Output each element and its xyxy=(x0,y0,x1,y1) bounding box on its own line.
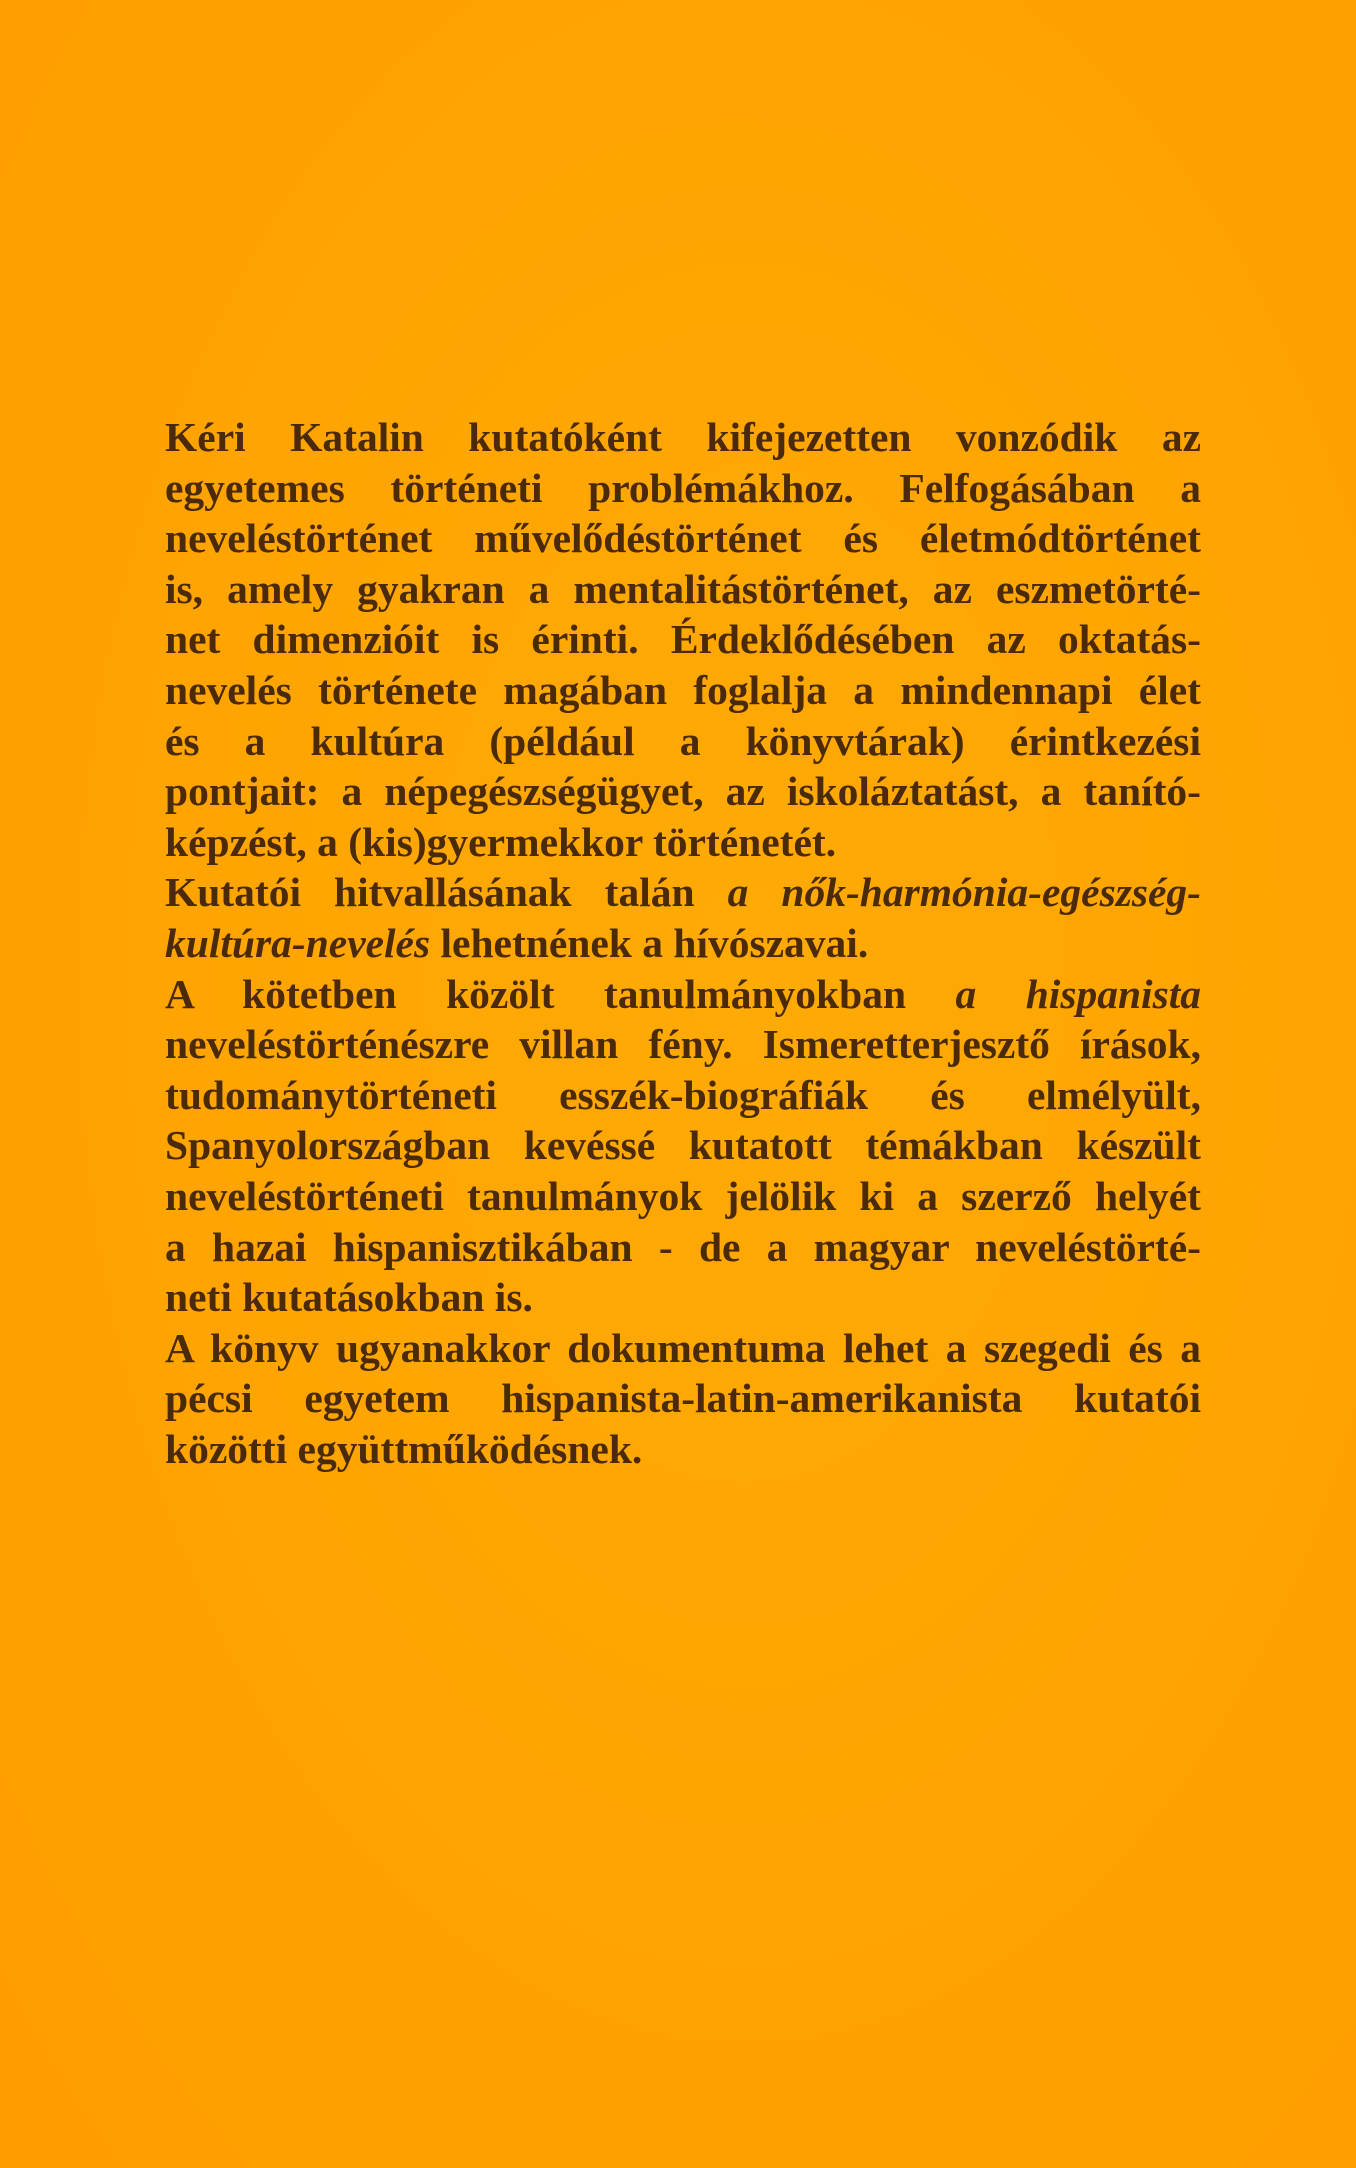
paragraph-intro xyxy=(165,412,1201,867)
text-line xyxy=(165,918,1201,969)
text-line: pontjait: a népegészségügyet, az iskoláztatást, a tanító- xyxy=(165,768,1201,815)
text-line: neveléstörténet művelődéstörténet és életmódtörténet xyxy=(165,515,1201,562)
text-line: nevelés története magában foglalja a mindennapi élet xyxy=(165,666,1201,713)
text-run: A kötetben közölt tanulmányokban xyxy=(165,970,907,1017)
text-line: is, amely gyakran a mentalitástörténet, az eszmetörté- xyxy=(165,565,1201,612)
text-line: pécsi egyetem hispanista-latin-amerikanista kutatói xyxy=(165,1375,1201,1422)
text-line: egyetemes történeti problémákhoz. Felfogásában a xyxy=(165,464,1201,511)
text-line: net dimenzióit is érinti. Érdeklődésében az oktatás- xyxy=(165,616,1201,663)
italic-phrase: a hispanista xyxy=(955,970,1202,1017)
text-line xyxy=(165,969,1201,1020)
paragraph-credo xyxy=(165,867,1201,968)
text-line: a hazai hispanisztikában - de a magyar neveléstörté- xyxy=(165,1223,1201,1270)
text-line: tudománytörténeti esszék-biográfiák és elmélyült, xyxy=(165,1071,1201,1118)
blurb-text xyxy=(165,412,1201,1474)
italic-phrase: a nők-harmónia-egészség- xyxy=(727,869,1202,916)
paragraph-cooperation xyxy=(165,1323,1201,1475)
text-line: neveléstörténeti tanulmányok jelölik ki a szerző helyét xyxy=(165,1172,1201,1219)
text-line: A könyv ugyanakkor dokumentuma lehet a szegedi és a xyxy=(165,1324,1201,1371)
text-line: képzést, a (kis)gyermekkor történetét. xyxy=(165,818,837,865)
text-line: neveléstörténészre villan fény. Ismeretterjesztő írások, xyxy=(165,1021,1201,1068)
text-line: Kéri Katalin kutatóként kifejezetten vonzódik az xyxy=(165,414,1201,460)
text-run: lehetnének a hívószavai. xyxy=(440,919,869,966)
italic-phrase: kultúra-nevelés xyxy=(165,919,431,966)
text-line: és a kultúra (például a könyvtárak) érintkezési xyxy=(165,717,1201,764)
text-line: neti kutatásokban is. xyxy=(165,1274,533,1321)
text-line: közötti együttműködésnek. xyxy=(165,1425,643,1472)
paragraph-volume xyxy=(165,969,1201,1323)
text-run: Kutatói hitvallásának talán xyxy=(165,869,695,916)
text-line xyxy=(165,867,1201,918)
text-line: Spanyolországban kevéssé kutatott témákban készült xyxy=(165,1122,1201,1169)
